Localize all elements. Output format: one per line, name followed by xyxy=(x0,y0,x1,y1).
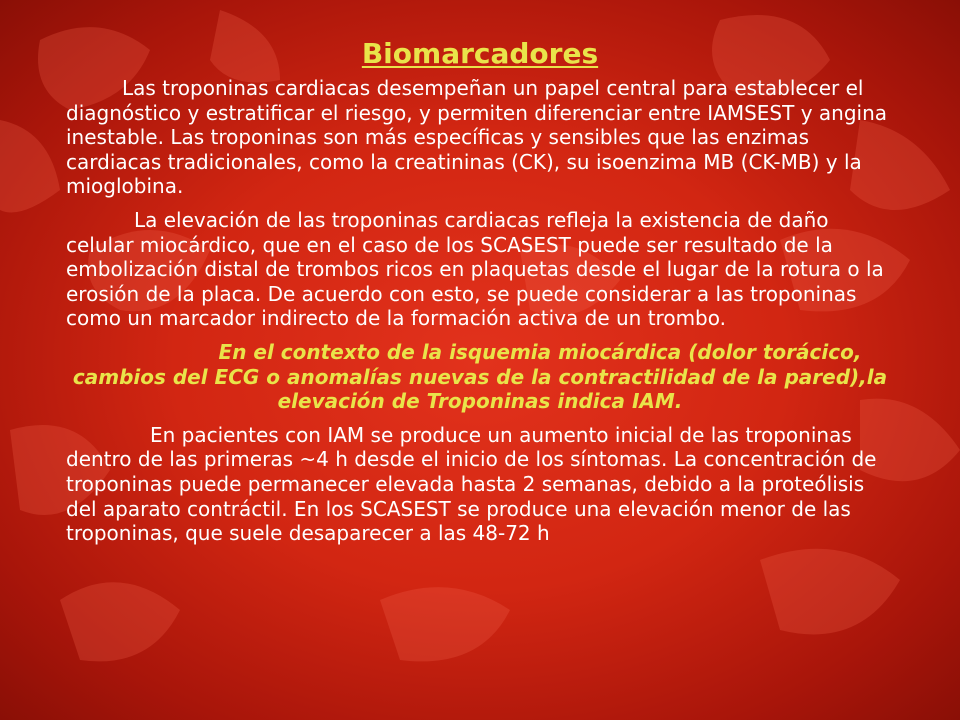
paragraph-troponin-elevation: La elevación de las troponinas cardiacas refleja la existencia de daño celular miocárdico, que en el caso de los SCASEST puede ser resultado de la embolización distal de trombos ricos en plaquetas desde el lugar de la rotura o la erosión de la placa. De acuerdo con esto, se puede considerar a las troponinas como un marcador indirecto de la formación activa de un trombo. xyxy=(66,207,884,331)
emphasis-text: En el contexto de la isquemia miocárdica (dolor torácico, cambios del ECG o anomalías nuevas de la contractilidad de la pared),la elevación de Troponinas indica IAM. xyxy=(72,339,888,414)
slide-content xyxy=(66,34,894,718)
paragraph-iam-timeline: En pacientes con IAM se produce un aumento inicial de las troponinas dentro de las primeras ~4 h desde el inicio de los síntomas. La concentración de troponinas puede permanecer elevada hasta 2 semanas, debido a la proteólisis del aparato contráctil. En los SCASEST se produce una elevación menor de las troponinas, que suele desaparecer a las 48-72 h xyxy=(66,422,877,546)
paragraph-emphasis-iam xyxy=(66,340,894,414)
leaf-shape xyxy=(0,120,60,213)
paragraph-troponin-role: Las troponinas cardiacas desempeñan un papel central para establecer el diagnóstico y estratificar el riesgo, y permiten diferenciar entre IAMSEST y angina inestable. Las troponinas son más específicas y sensibles que las enzimas cardiacas tradicionales, como la creatininas (CK), su isoenzima MB (CK-MB) y la mioglobina. xyxy=(66,76,888,199)
slide-title: Biomarcadores xyxy=(361,37,599,70)
